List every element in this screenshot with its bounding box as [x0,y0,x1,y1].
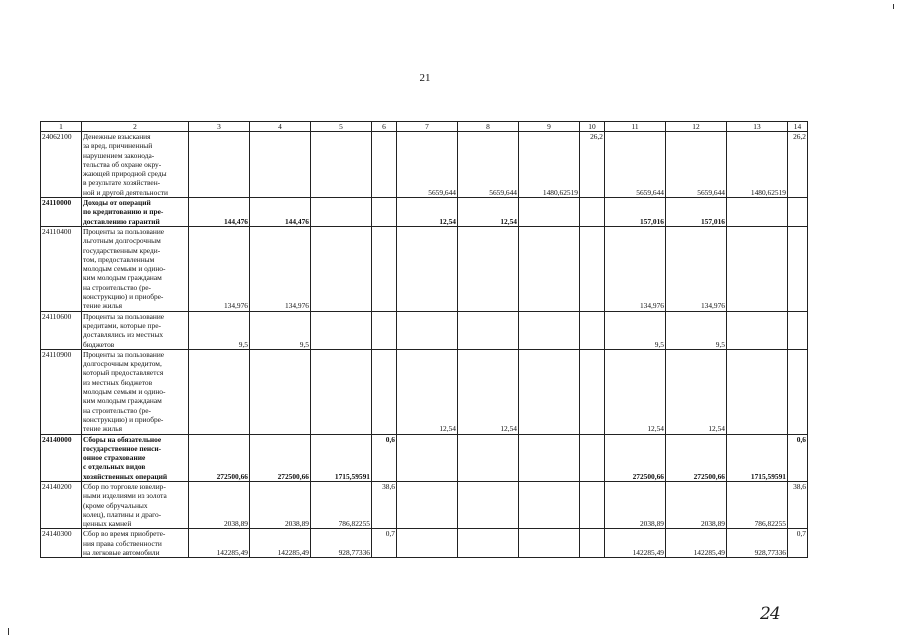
value-cell-c8: 12,54 [458,198,519,227]
value-cell-c11: 157,016 [605,198,666,227]
table-row [41,529,808,558]
value-cell-c11: 5659,644 [605,132,666,198]
revenue-name-cell [82,481,189,528]
revenue-name-line: том, предоставленным [83,254,155,264]
margin-tick-mark [8,628,9,635]
table-row [41,198,808,227]
table-row [41,132,808,198]
value-cell-c5: 786,82255 [311,481,372,528]
value-cell-c4 [250,349,311,434]
revenue-name-line: государственным креди- [83,245,161,255]
value-cell-c11: 9,5 [605,311,666,349]
revenue-name-line: который предоставляется [83,368,164,378]
revenue-name-line: жающей природной среды [83,169,167,179]
budget-code-cell: 24110000 [41,198,82,227]
column-header: 11 [605,122,666,132]
revenue-name-cell [82,198,189,227]
value-cell-c12: 157,016 [666,198,727,227]
value-cell-c8 [458,226,519,311]
value-cell-c12: 134,976 [666,226,727,311]
value-cell-c7 [397,529,458,558]
revenue-name-line: молодым семьям и одино- [83,387,166,397]
value-cell-c7: 5659,644 [397,132,458,198]
column-header: 3 [189,122,250,132]
column-header: 2 [82,122,189,132]
handwritten-page-number: 24 [760,604,780,624]
column-header: 14 [788,122,808,132]
value-cell-c10 [580,311,605,349]
column-header: 13 [727,122,788,132]
value-cell-c6: 0,7 [372,529,397,558]
value-cell-c9 [519,198,580,227]
column-header: 4 [250,122,311,132]
value-cell-c8 [458,434,519,481]
value-cell-c9 [519,481,580,528]
value-cell-c11: 2038,89 [605,481,666,528]
value-cell-c8 [458,529,519,558]
value-cell-c5 [311,132,372,198]
value-cell-c3 [189,132,250,198]
value-cell-c7 [397,226,458,311]
value-cell-c9: 1480,62519 [519,132,580,198]
value-cell-c13: 786,82255 [727,481,788,528]
value-cell-c3: 9,5 [189,311,250,349]
revenue-name-line: Сбор по торговле ювелир- [83,481,166,491]
value-cell-c8: 12,54 [458,349,519,434]
value-cell-c9 [519,311,580,349]
revenue-name-line: тельства об охране окру- [83,159,162,169]
value-cell-c10 [580,529,605,558]
table-row [41,226,808,311]
revenue-name-line: с отдельных видов [83,462,146,472]
value-cell-c6 [372,311,397,349]
value-cell-c7 [397,311,458,349]
revenue-name-line: Проценты за пользование [83,226,165,236]
value-cell-c6 [372,226,397,311]
value-cell-c7: 12,54 [397,349,458,434]
revenue-name-line: тение жилья [83,424,123,434]
value-cell-c11: 134,976 [605,226,666,311]
value-cell-c5 [311,226,372,311]
budget-revenue-table [40,121,808,558]
revenue-name-line: онное страхование [83,453,146,463]
value-cell-c13: 928,77336 [727,529,788,558]
budget-code-cell: 24110400 [41,226,82,311]
value-cell-c9 [519,226,580,311]
value-cell-c12: 9,5 [666,311,727,349]
value-cell-c13 [727,311,788,349]
value-cell-c4: 2038,89 [250,481,311,528]
revenue-name-cell [82,434,189,481]
value-cell-c10 [580,434,605,481]
revenue-name-line: Проценты за пользование [83,349,165,359]
revenue-name-line: молодым семьям и одино- [83,264,166,274]
value-cell-c5 [311,198,372,227]
revenue-name-line: ными изделиями из золота [83,491,167,501]
revenue-name-line: колец), платины и драго- [83,509,162,519]
value-cell-c4 [250,132,311,198]
table-row [41,311,808,349]
revenue-name-cell [82,226,189,311]
value-cell-c10: 26,2 [580,132,605,198]
table-row [41,481,808,528]
value-cell-c12: 272500,66 [666,434,727,481]
value-cell-c14: 0,6 [788,434,808,481]
revenue-name-line: Денежные взыскания [83,132,151,141]
revenue-name-line: кредитами, которые пре- [83,320,161,330]
revenue-name-line: на строительство (ре- [83,405,151,415]
value-cell-c5 [311,349,372,434]
revenue-name-line: ким молодым гражданам [83,273,162,283]
revenue-name-cell [82,311,189,349]
value-cell-c5: 1715,59591 [311,434,372,481]
value-cell-c9 [519,349,580,434]
table-row [41,434,808,481]
value-cell-c14 [788,311,808,349]
revenue-name-line: Сбор во время приобрете- [83,529,166,539]
revenue-name-line: доставлению гарантий [83,216,160,226]
column-header: 8 [458,122,519,132]
budget-code-cell: 24140200 [41,481,82,528]
value-cell-c7 [397,481,458,528]
value-cell-c6 [372,198,397,227]
revenue-name-line: бюджетов [83,339,115,349]
value-cell-c13: 1480,62519 [727,132,788,198]
budget-code-cell: 24110900 [41,349,82,434]
revenue-name-line: на строительство (ре- [83,282,151,292]
revenue-name-line: Проценты за пользование [83,311,165,321]
revenue-name-line: из местных бюджетов [83,377,153,387]
revenue-name-line: нарушением законода- [83,150,155,160]
value-cell-c10 [580,198,605,227]
value-cell-c5 [311,311,372,349]
value-cell-c10 [580,481,605,528]
revenue-name-line: за вред, причиненный [83,141,153,151]
revenue-name-line: долгосрочным кредитом, [83,359,162,369]
value-cell-c6 [372,349,397,434]
value-cell-c5: 928,77336 [311,529,372,558]
revenue-name-line: тение жилья [83,301,123,311]
value-cell-c14: 0,7 [788,529,808,558]
value-cell-c4: 144,476 [250,198,311,227]
budget-code-cell: 24140300 [41,529,82,558]
revenue-name-line: государственное пенси- [83,443,162,453]
budget-code-cell: 24110600 [41,311,82,349]
value-cell-c3: 144,476 [189,198,250,227]
value-cell-c13: 1715,59591 [727,434,788,481]
revenue-name-cell [82,349,189,434]
column-number-header-row [41,122,808,132]
value-cell-c7: 12,54 [397,198,458,227]
revenue-name-cell [82,132,189,198]
value-cell-c11: 272500,66 [605,434,666,481]
value-cell-c3: 142285,49 [189,529,250,558]
budget-code-cell: 24062100 [41,132,82,198]
revenue-name-line: ценных камней [83,519,132,529]
table-row [41,349,808,434]
column-header: 1 [41,122,82,132]
value-cell-c12: 2038,89 [666,481,727,528]
revenue-name-cell [82,529,189,558]
column-header: 12 [666,122,727,132]
revenue-name-line: конструкцию) и приобре- [83,292,164,302]
value-cell-c12: 5659,644 [666,132,727,198]
value-cell-c3: 272500,66 [189,434,250,481]
revenue-name-line: на легковые автомобили [83,548,160,558]
revenue-name-line: ния права собственности [83,538,162,548]
value-cell-c7 [397,434,458,481]
value-cell-c13 [727,198,788,227]
revenue-name-line: Сборы на обязательное [83,434,162,444]
value-cell-c14: 26,2 [788,132,808,198]
value-cell-c3: 2038,89 [189,481,250,528]
revenue-name-line: конструкцию) и приобре- [83,414,164,424]
revenue-name-line: в результате хозяйствен- [83,178,161,188]
revenue-name-line: Доходы от операций [83,198,151,208]
value-cell-c3 [189,349,250,434]
value-cell-c6: 0,6 [372,434,397,481]
value-cell-c4: 9,5 [250,311,311,349]
column-header: 5 [311,122,372,132]
column-header: 9 [519,122,580,132]
value-cell-c9 [519,529,580,558]
revenue-name-line: ной и другой деятельности [83,187,168,197]
value-cell-c14: 38,6 [788,481,808,528]
value-cell-c13 [727,349,788,434]
value-cell-c11: 12,54 [605,349,666,434]
value-cell-c14 [788,198,808,227]
value-cell-c10 [580,226,605,311]
revenue-name-line: хозяйственных операций [83,471,168,481]
value-cell-c14 [788,226,808,311]
value-cell-c3: 134,976 [189,226,250,311]
value-cell-c8: 5659,644 [458,132,519,198]
value-cell-c6: 38,6 [372,481,397,528]
margin-tick-mark [893,4,894,9]
page-number: 21 [419,72,431,84]
value-cell-c11: 142285,49 [605,529,666,558]
revenue-name-line: ким молодым гражданам [83,396,162,406]
revenue-name-line: льготным долгосрочным [83,236,161,246]
value-cell-c6 [372,132,397,198]
value-cell-c10 [580,349,605,434]
column-header: 10 [580,122,605,132]
value-cell-c12: 142285,49 [666,529,727,558]
value-cell-c8 [458,311,519,349]
revenue-name-line: по кредитованию и пре- [83,207,164,217]
value-cell-c4: 134,976 [250,226,311,311]
value-cell-c4: 142285,49 [250,529,311,558]
value-cell-c9 [519,434,580,481]
value-cell-c14 [788,349,808,434]
revenue-name-line: доставлялись из местных [83,330,164,340]
value-cell-c12: 12,54 [666,349,727,434]
value-cell-c4: 272500,66 [250,434,311,481]
revenue-name-line: (кроме обручальных [83,500,148,510]
column-header: 6 [372,122,397,132]
value-cell-c8 [458,481,519,528]
value-cell-c13 [727,226,788,311]
budget-code-cell: 24140000 [41,434,82,481]
column-header: 7 [397,122,458,132]
